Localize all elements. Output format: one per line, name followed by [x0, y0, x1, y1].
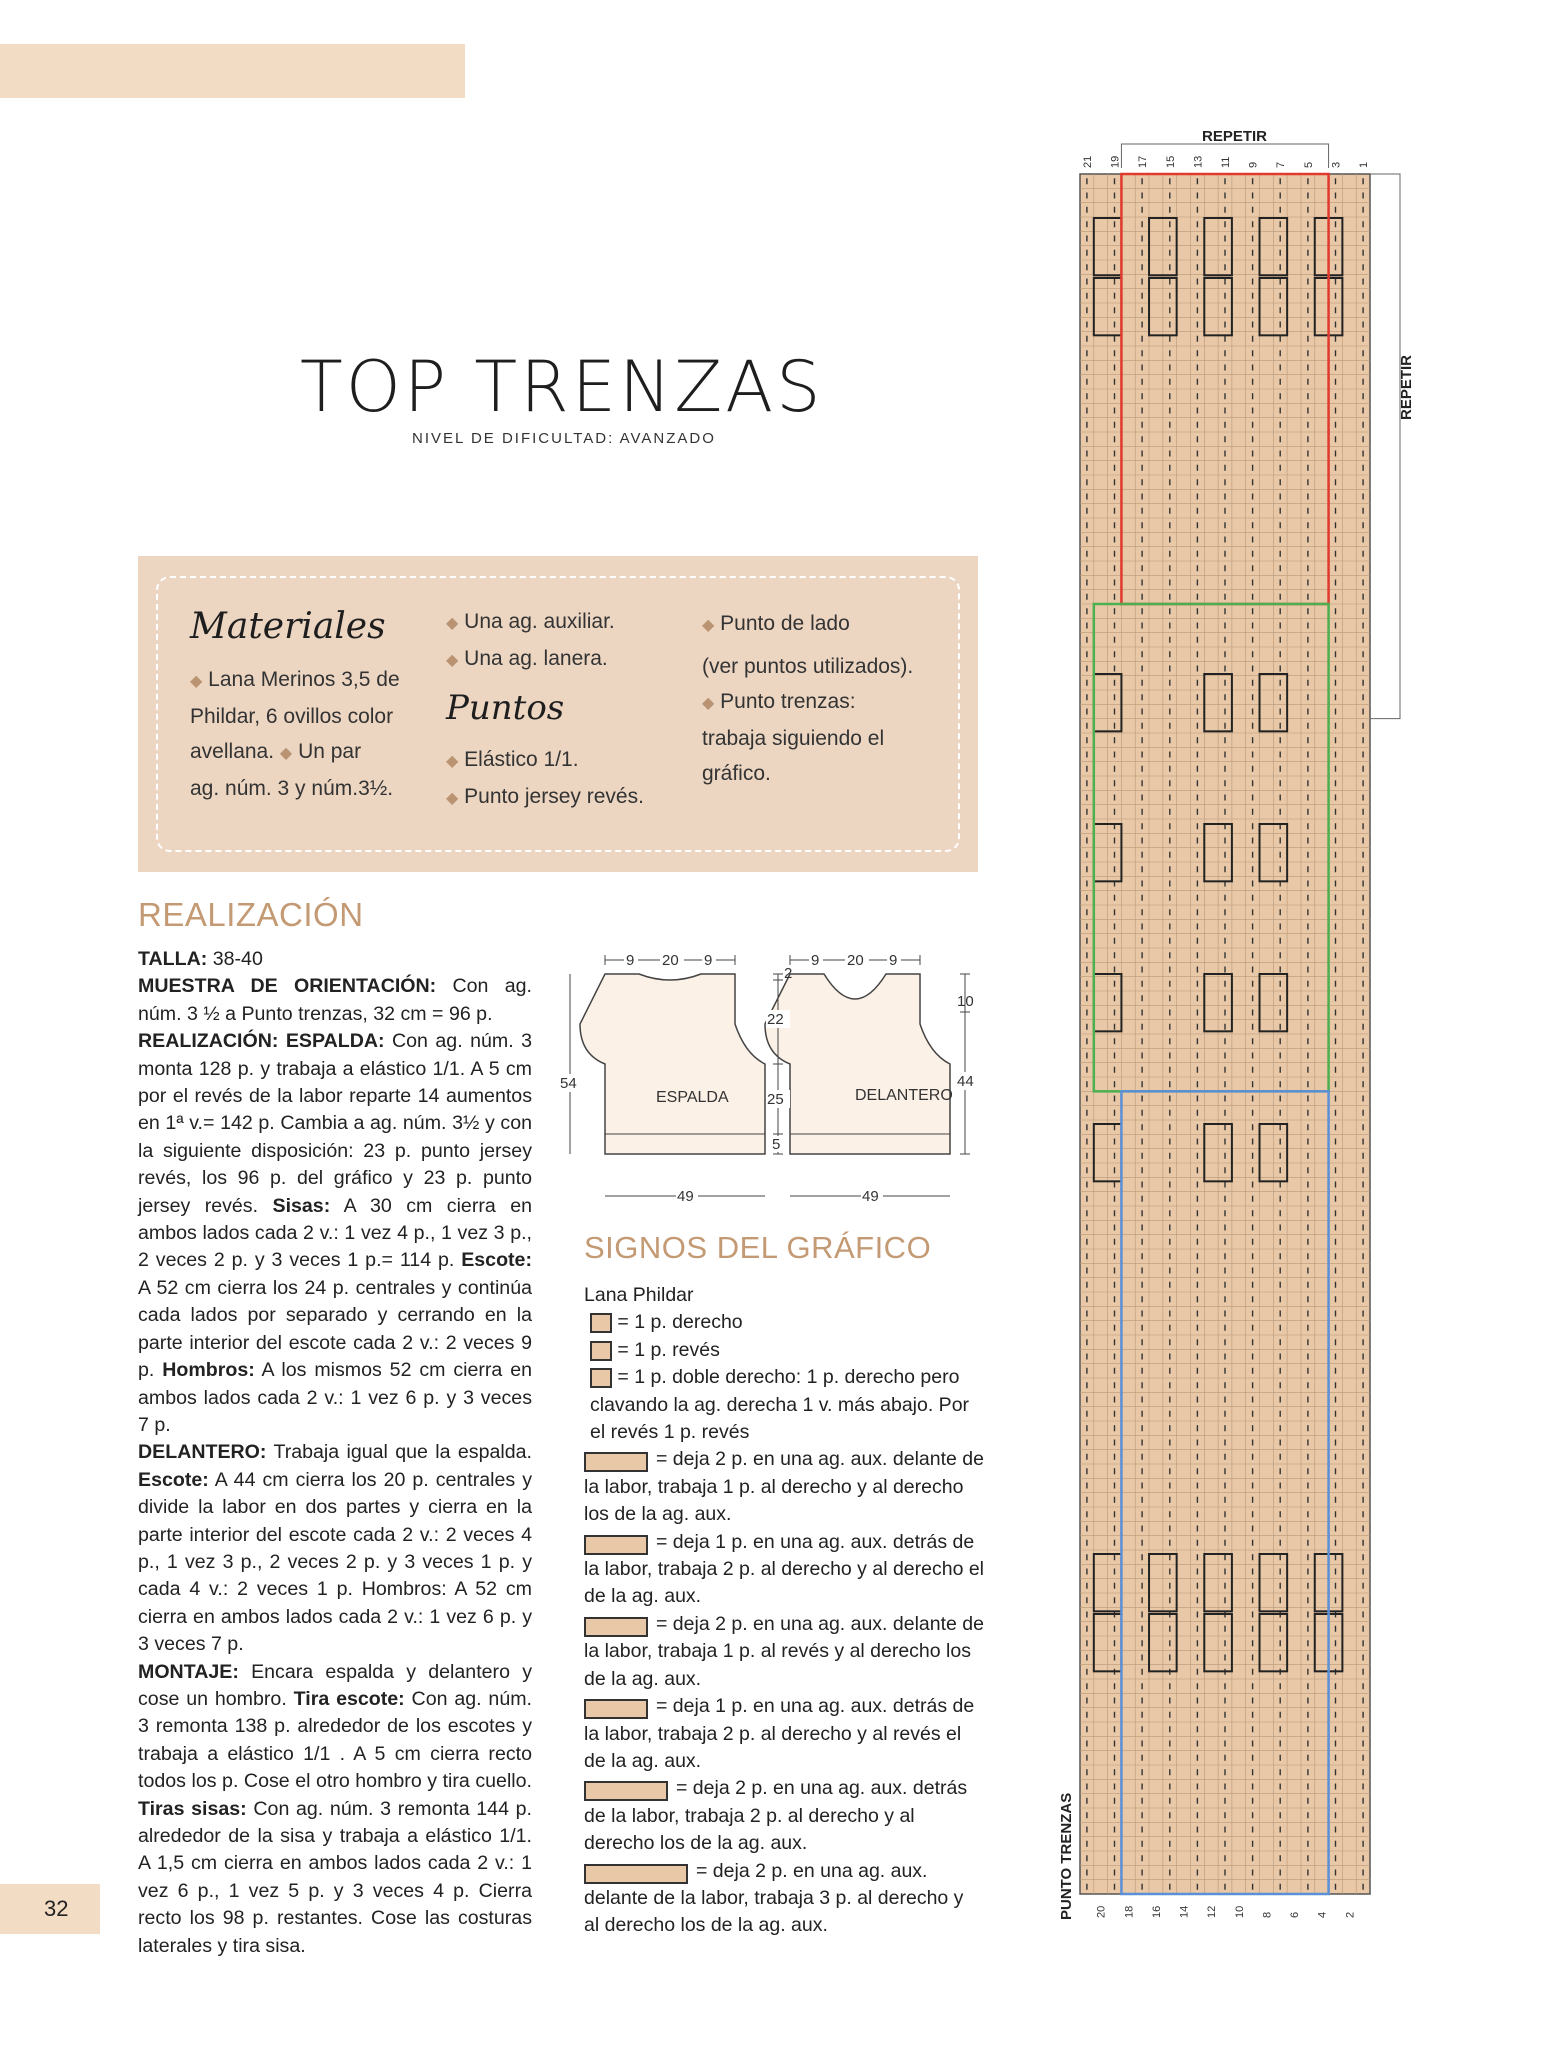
- signs-heading: SIGNOS DEL GRÁFICO: [584, 1230, 932, 1265]
- front-piece: [765, 974, 950, 1154]
- double-knit-symbol-icon: [590, 1368, 612, 1388]
- dim-neck-depth-back: 2: [784, 965, 793, 982]
- sign-desc: = deja 2 p. en una ag. aux. delante de la labor, trabaja 1 p. al revés y al derecho los de la ag. aux.: [584, 1612, 984, 1690]
- cable-symbol-icon: [584, 1781, 668, 1801]
- chart-repeat-side-label: REPETIR: [1398, 354, 1415, 420]
- materials-text: Un par: [298, 740, 362, 763]
- chart-bottom-number: 6: [1289, 1911, 1302, 1918]
- top-decor-bar: [0, 44, 465, 98]
- chart-grid: [1080, 174, 1370, 1894]
- materials-text: Punto de lado: [720, 612, 850, 635]
- chart-bottom-number: 12: [1206, 1905, 1219, 1918]
- chart-top-number: 11: [1220, 156, 1232, 168]
- difficulty-subtitle: NIVEL DE DIFICULTAD: AVANZADO: [412, 430, 716, 447]
- chart-bottom-number: 14: [1178, 1905, 1191, 1918]
- materials-text: Phildar, 6 ovillos color: [190, 705, 394, 728]
- diamond-bullet-icon: ◆: [190, 673, 203, 690]
- cable-symbol-icon: [584, 1535, 648, 1555]
- chart-bottom-number: 18: [1123, 1905, 1136, 1918]
- sign-desc: = deja 2 p. en una ag. aux. delante de la labor, trabaja 3 p. al derecho y al derecho los de la ag. aux.: [584, 1859, 964, 1937]
- chart-bottom-number: 16: [1150, 1905, 1163, 1918]
- knit-symbol-icon: [590, 1313, 612, 1333]
- dim-neck-front: 20: [847, 952, 864, 969]
- chart-top-number: 5: [1302, 161, 1315, 168]
- dim-neck-depth-front: 10: [957, 993, 974, 1010]
- sign-desc: = deja 1 p. en una ag. aux. detrás de la labor, trabaja 2 p. al derecho y al revés el de la ag. aux.: [584, 1695, 975, 1772]
- sign-desc: = deja 2 p. en una ag. aux. detrás de la labor, trabaja 2 p. al derecho y al derecho los de la ag. aux.: [584, 1777, 968, 1855]
- diamond-bullet-icon: ◆: [446, 615, 459, 632]
- diamond-bullet-icon: ◆: [446, 790, 459, 807]
- instructions-text: TALLA: 38-40 MUESTRA DE ORIENTACIÓN: Con ag. núm. 3 ½ a Punto trenzas, 32 cm = 96 p. REALIZACIÓN: ESPALDA: Con ag. núm. 3 monta 128 p. y trabaja a elástico 1/1. A 5 cm por el revés de la labor reparte 14 aumentos en 1ª v.= 142 p. Cambia a ag. núm. 3½ y con la siguiente disposición: 23 p. punto jersey revés, los 96 p. del gráfico y 23 p. punto jersey revés. Sisas: A 30 cm cierra en ambos lados cada 2 v.: 1 vez 4 p., 1 vez 3 p., 2 veces 2 p. y 3 veces 1 p.= 114 p. Escote: A 52 cm cierra los 24 p. centrales y continúa cada lados por separado y cerrando en la parte interior del escote cada 2 v.: 2 veces 9 p. Hombros: A los mismos 52 cm cierra en ambos lados cada 2 v.: 1 vez 6 p. y 3 veces 7 p. DELANTERO: Trabaja igual que la espalda. Escote: A 44 cm cierra los 20 p. centrales y divide la labor en dos partes y cierra en la parte interior del escote cada 2 v.: 2 veces 4 p., 1 vez 3 p., 2 veces 2 p. y 3 veces 1 p. y cada 4 v.: 2 veces 1 p. Hombros: A 52 cm cierra en ambos lados cada 2 v.: 1 vez 6 p. y 3 veces 7 p. MONTAJE: Encara espalda y delantero y cose un hombro. Tira escote: Con ag. núm. 3 remonta 138 p. alrededor de los escotes y trabaja a elástico 1/1 . A 5 cm cierra recto todos los p. Cose el otro hombro y tira cuello. Tiras sisas: Con ag. núm. 3 remonta 144 p. alrededor de la sisa y trabaja a elástico 1/1. A 1,5 cm cierra en ambos lados cada 2 v.: 1 vez 6 p., 1 vez 5 p. y 3 veces 4 p. Cierra recto los 98 p. restantes. Cose las costuras laterales y tira sisa.: [138, 948, 532, 1957]
- materials-text: ag. núm. 3 y núm.3½.: [190, 777, 394, 800]
- materials-heading: Materiales: [190, 606, 386, 647]
- chart-bottom-number: 4: [1316, 1911, 1329, 1918]
- chart-top-number: 15: [1164, 155, 1177, 168]
- chart-top-number: 9: [1247, 161, 1260, 168]
- chart-bottom-number: 20: [1095, 1905, 1108, 1918]
- dim-front-height: 44: [957, 1073, 974, 1090]
- cable-symbol-icon: [584, 1699, 648, 1719]
- page-number: 32: [44, 1896, 69, 1921]
- materials-col3: [702, 606, 952, 791]
- chart-repeat-top-label: REPETIR: [1202, 128, 1268, 145]
- sign-desc: = deja 2 p. en una ag. aux. delante de la labor, trabaja 1 p. al derecho y al derecho los de la ag. aux.: [584, 1448, 984, 1526]
- puntos-heading: Puntos: [446, 688, 565, 728]
- chart-top-number: 21: [1081, 155, 1094, 168]
- puntos-list: [446, 742, 686, 816]
- materials-text: gráfico.: [702, 762, 771, 785]
- cable-symbol-icon: [584, 1617, 648, 1637]
- dim-body: 25: [767, 1091, 784, 1108]
- front-label: DELANTERO: [855, 1087, 953, 1104]
- dim-armhole: 22: [767, 1011, 784, 1028]
- chart-side-label: PUNTO TRENZAS: [1058, 1792, 1075, 1920]
- materials-text: Lana Merinos 3,5 de: [208, 668, 400, 691]
- dim-back-height: 54: [560, 1075, 577, 1092]
- diamond-bullet-icon: ◆: [702, 617, 715, 634]
- sign-desc: = 1 p. derecho: [617, 1311, 743, 1334]
- dim-width-back: 49: [677, 1188, 694, 1205]
- materials-box: [138, 556, 978, 872]
- puntos-text: Elástico 1/1.: [464, 748, 579, 771]
- page-title: TOP TRENZAS: [300, 346, 824, 428]
- back-label: ESPALDA: [656, 1089, 729, 1106]
- chart-top-number: 7: [1275, 161, 1288, 168]
- materials-text: Punto trenzas:: [720, 690, 856, 713]
- chart-top-number: 3: [1330, 161, 1343, 168]
- chart-bottom-number: 8: [1261, 1911, 1274, 1918]
- materials-col2: [446, 604, 686, 678]
- garment-schematic: [560, 944, 1020, 1216]
- purl-symbol-icon: [590, 1341, 612, 1361]
- chart-bottom-number: 10: [1233, 1905, 1246, 1918]
- materials-text: (ver puntos utilizados).: [702, 655, 914, 678]
- sign-desc: = 1 p. revés: [617, 1338, 720, 1361]
- cable-symbol-icon: [584, 1864, 688, 1884]
- puntos-text: Punto jersey revés.: [464, 785, 644, 808]
- chart-top-number: 1: [1358, 161, 1371, 168]
- dim-shoulder-back-right: 9: [704, 952, 713, 969]
- diamond-bullet-icon: ◆: [446, 652, 459, 669]
- dim-shoulder-front-right: 9: [889, 952, 898, 969]
- materials-text: Una ag. auxiliar.: [464, 610, 615, 633]
- chart-bottom-number: 2: [1344, 1911, 1357, 1918]
- realizacion-heading: REALIZACIÓN: [138, 896, 364, 933]
- sign-desc: = 1 p. doble derecho: 1 p. derecho pero clavando la ag. derecha 1 v. más abajo. Por el revés 1 p. revés: [590, 1366, 970, 1444]
- chart-top-number: 19: [1109, 155, 1122, 168]
- chart-top-number: 13: [1192, 155, 1205, 168]
- dim-neck-back: 20: [662, 952, 679, 969]
- dim-shoulder-front-left: 9: [811, 952, 820, 969]
- cable-symbol-icon: [584, 1452, 648, 1472]
- diamond-bullet-icon: ◆: [279, 745, 293, 762]
- signs-list: [584, 1282, 984, 1940]
- page-number-tab: [0, 1884, 100, 1934]
- materials-text: trabaja siguiendo el: [702, 727, 885, 750]
- diamond-bullet-icon: ◆: [702, 695, 715, 712]
- sign-desc: = deja 1 p. en una ag. aux. detrás de la labor, trabaja 2 p. al derecho y al derecho el de la ag. aux.: [584, 1530, 985, 1608]
- stitch-chart: [1050, 140, 1430, 1940]
- dim-shoulder-back-left: 9: [626, 952, 635, 969]
- back-piece: [580, 974, 765, 1154]
- dim-rib: 5: [772, 1136, 781, 1153]
- dim-width-front: 49: [862, 1188, 879, 1205]
- chart-top-number: 17: [1137, 155, 1150, 168]
- materials-text: Una ag. lanera.: [464, 647, 608, 670]
- diamond-bullet-icon: ◆: [446, 753, 459, 770]
- materials-col1: [190, 662, 420, 806]
- repeat-side-bracket: [1370, 174, 1400, 719]
- materials-text: avellana.: [190, 740, 275, 763]
- signs-yarn: Lana Phildar: [584, 1284, 694, 1306]
